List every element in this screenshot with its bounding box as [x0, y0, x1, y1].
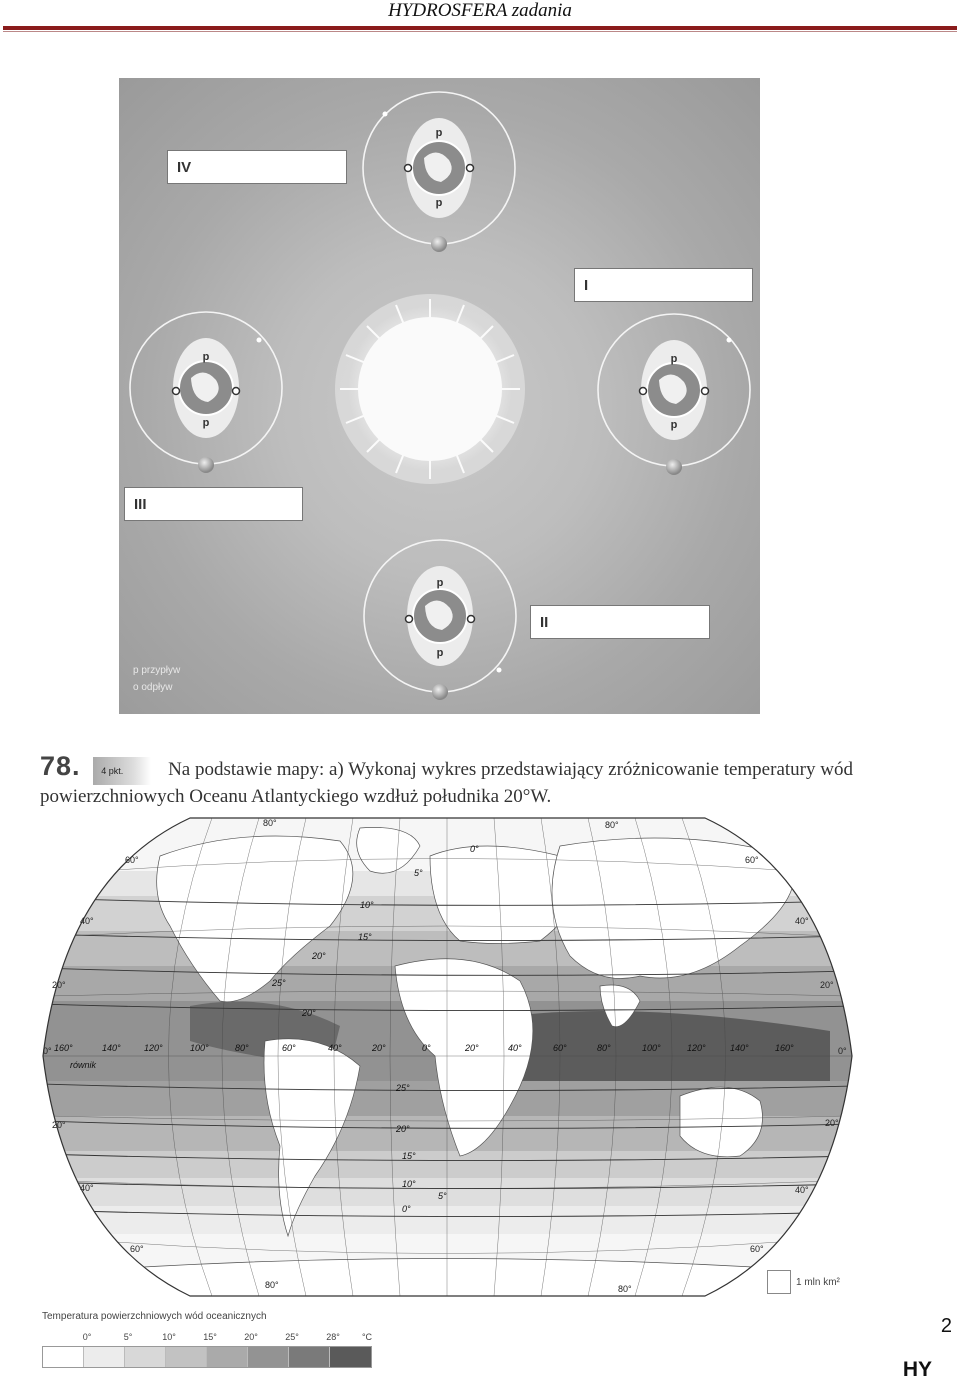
- task-number: 78.: [40, 751, 81, 781]
- answer-box-ii[interactable]: II: [530, 605, 710, 639]
- lat-label-n40-left: 40°: [80, 916, 94, 926]
- svg-text:p: p: [436, 577, 444, 589]
- lat-label-s20-left: 20°: [52, 1120, 66, 1130]
- svg-text:20°: 20°: [312, 951, 326, 961]
- svg-text:20°: 20°: [396, 1124, 410, 1134]
- lon-label: 20°: [372, 1043, 386, 1053]
- lat-label-s20-right: 20°: [825, 1118, 839, 1128]
- svg-text:5°: 5°: [414, 868, 423, 878]
- lon-label: 120°: [687, 1043, 706, 1053]
- lat-label-n80-right: 80°: [605, 820, 619, 830]
- svg-text:0°: 0°: [402, 1204, 411, 1214]
- lon-label: 80°: [235, 1043, 249, 1053]
- svg-text:15°: 15°: [358, 932, 372, 942]
- lon-label: 100°: [642, 1043, 661, 1053]
- lat-label-n20-right: 20°: [820, 980, 834, 990]
- lon-label: 40°: [508, 1043, 522, 1053]
- world-ocean-temperature-map: [40, 816, 855, 1298]
- lon-label: 160°: [54, 1043, 73, 1053]
- lat-label-eq-left: 0°: [43, 1046, 52, 1056]
- lat-label-n40-right: 40°: [795, 916, 809, 926]
- temperature-legend-title: Temperatura powierzchniowych wód oceanicznych: [42, 1311, 267, 1322]
- scale-swatch: [248, 1347, 289, 1367]
- lat-label-s80-left: 80°: [265, 1280, 279, 1290]
- lat-label-n60-right: 60°: [745, 855, 759, 865]
- lat-label-n80-left: 80°: [263, 818, 277, 828]
- svg-text:25°: 25°: [396, 1083, 410, 1093]
- svg-text:p: p: [202, 351, 210, 363]
- lon-label: 20°: [465, 1043, 479, 1053]
- svg-text:p: p: [435, 197, 443, 209]
- svg-text:25°: 25°: [272, 978, 286, 988]
- sun-icon: [335, 294, 525, 484]
- scale-tick: 28°: [326, 1332, 340, 1342]
- lon-label: 40°: [328, 1043, 342, 1053]
- tide-diagram: [119, 78, 760, 714]
- scale-swatch: [166, 1347, 207, 1367]
- header-rule: [3, 26, 957, 30]
- lon-label: 60°: [282, 1043, 296, 1053]
- legend-low-tide: o odpływ: [133, 682, 173, 693]
- header-rule-thin: [3, 31, 957, 32]
- svg-text:15°: 15°: [402, 1151, 416, 1161]
- lat-label-s80-right: 80°: [618, 1284, 632, 1294]
- scale-swatch: [43, 1347, 84, 1367]
- scale-tick: 10°: [162, 1332, 176, 1342]
- scale-tick: 5°: [123, 1332, 133, 1342]
- lat-label-eq-right: 0°: [838, 1046, 847, 1056]
- scale-tick: 15°: [203, 1332, 217, 1342]
- svg-text:5°: 5°: [438, 1191, 447, 1201]
- scale-unit: °C: [361, 1332, 373, 1342]
- svg-text:10°: 10°: [402, 1179, 416, 1189]
- scale-swatch: [125, 1347, 166, 1367]
- svg-text:0°: 0°: [470, 844, 479, 854]
- task-78: [40, 751, 870, 809]
- lat-label-s60-left: 60°: [130, 1244, 144, 1254]
- lon-label: 80°: [597, 1043, 611, 1053]
- lon-label: 140°: [102, 1043, 121, 1053]
- area-scale-label: 1 mln km²: [796, 1277, 840, 1288]
- svg-text:p: p: [435, 127, 443, 139]
- scale-swatch: [84, 1347, 125, 1367]
- svg-text:10°: 10°: [360, 900, 374, 910]
- scale-swatch: [289, 1347, 330, 1367]
- scale-tick: 25°: [285, 1332, 299, 1342]
- area-scale-box: [767, 1270, 791, 1294]
- scale-tick: 0°: [82, 1332, 92, 1342]
- earth-position-left: [130, 312, 282, 473]
- page-header-title: HYDROSFERA zadania: [388, 0, 572, 21]
- svg-text:p: p: [436, 647, 444, 659]
- scale-swatch: [207, 1347, 248, 1367]
- temperature-legend-bar: [42, 1346, 372, 1368]
- lon-label: 120°: [144, 1043, 163, 1053]
- task-text: Na podstawie mapy: a) Wykonaj wykres przedstawiający zróżnicowanie temperatury wód powierzchniowych Oceanu Atlantyckiego wzdłuż południka 20°W.: [40, 759, 853, 807]
- lat-label-n60-left: 60°: [125, 855, 139, 865]
- lon-label: 60°: [553, 1043, 567, 1053]
- lon-label: 160°: [775, 1043, 794, 1053]
- lon-label: 140°: [730, 1043, 749, 1053]
- scale-swatch: [330, 1347, 371, 1367]
- answer-box-i[interactable]: I: [574, 268, 753, 302]
- answer-box-iii[interactable]: III: [124, 487, 303, 521]
- svg-text:p: p: [670, 419, 678, 431]
- lat-label-s40-left: 40°: [80, 1183, 94, 1193]
- svg-text:20°: 20°: [302, 1008, 316, 1018]
- task-points-badge: 4 pkt.: [93, 757, 151, 785]
- equator-label: równik: [70, 1060, 97, 1070]
- svg-text:p: p: [202, 417, 210, 429]
- footer-label: HY: [902, 1358, 932, 1381]
- legend-high-tide: p przypływ: [133, 665, 181, 676]
- lon-label: 100°: [190, 1043, 209, 1053]
- lon-label: 0°: [422, 1043, 431, 1053]
- page-number: 2: [940, 1315, 952, 1337]
- earth-position-bottom: [364, 540, 516, 700]
- lat-label-s60-right: 60°: [750, 1244, 764, 1254]
- lat-label-n20-left: 20°: [52, 980, 66, 990]
- svg-text:p: p: [670, 353, 678, 365]
- lat-label-s40-right: 40°: [795, 1185, 809, 1195]
- answer-box-iv[interactable]: IV: [167, 150, 347, 184]
- scale-tick: 20°: [244, 1332, 258, 1342]
- earth-position-top: [363, 92, 515, 252]
- earth-position-right: [598, 314, 750, 475]
